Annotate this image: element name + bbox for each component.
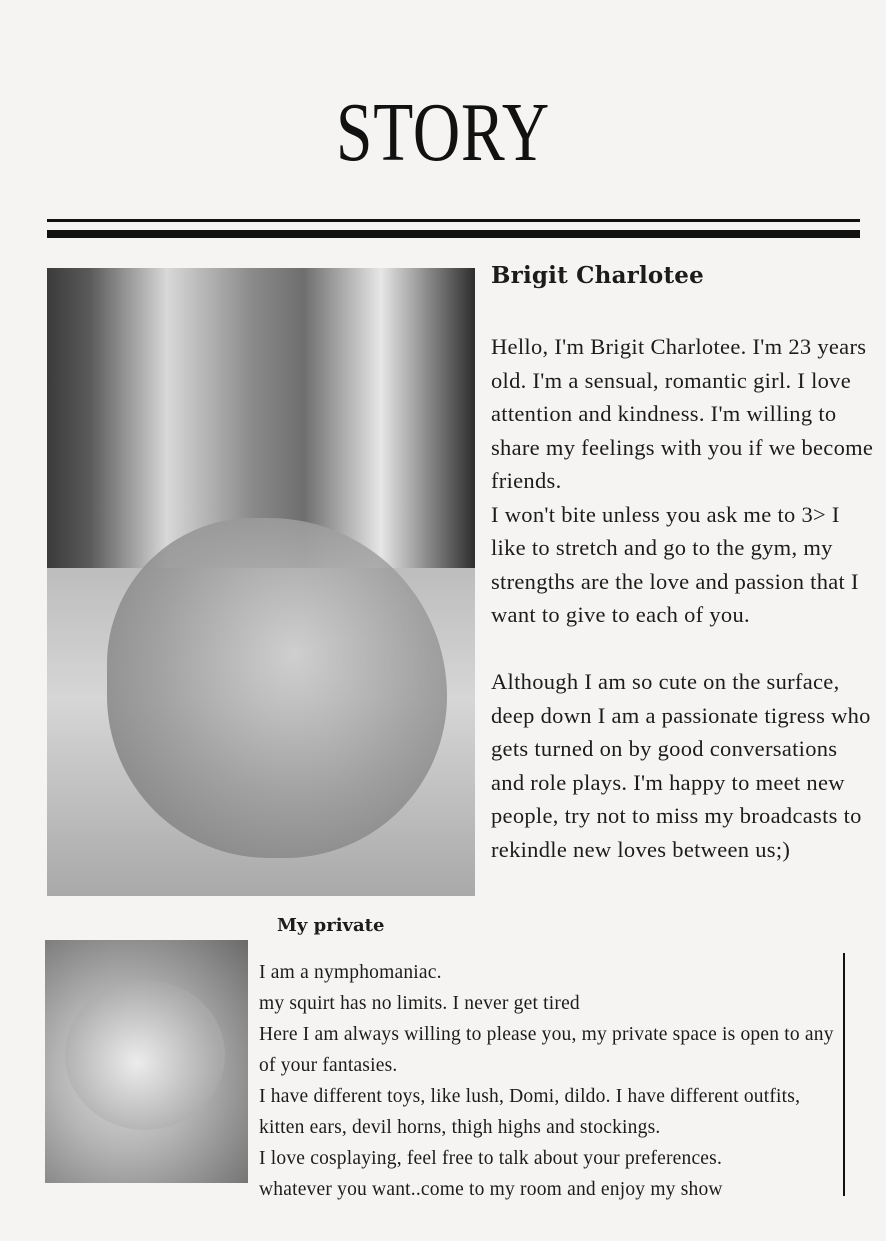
- private-photo: [45, 940, 248, 1183]
- private-description: I am a nymphomaniac. my squirt has no limits. I never get tired Here I am always willing to please you, my private space is open to any of your fantasies. I have different toys, like lush, Domi, dildo. I have different outfits, kitten ears, devil horns, thigh highs and stockings. I love cosplaying, feel free to talk about your preferences. whatever you want..come to my room and enjoy my show: [259, 962, 834, 1200]
- vertical-divider: [843, 953, 845, 1196]
- profile-bio: Hello, I'm Brigit Charlotee. I'm 23 years old. I'm a sensual, romantic girl. I love attention and kindness. I'm willing to share my feelings with you if we become friends. I won't bite unless you ask me to 3> I like to stretch and go to the gym, my strengths are the love and passion that I want to give to each of you. Although I am so cute on the surface, deep down I am a passionate tigress who gets turned on by good conversations and role plays. I'm happy to meet new people, try not to miss my broadcasts to rekindle new loves between us;): [491, 334, 874, 862]
- private-heading: My private: [277, 915, 385, 936]
- main-photo: [47, 268, 475, 896]
- page-title: STORY: [336, 86, 550, 179]
- title-divider-thick: [47, 230, 860, 238]
- photo-figure: [65, 980, 225, 1130]
- title-divider-thin: [47, 219, 860, 222]
- profile-name: Brigit Charlotee: [491, 262, 704, 289]
